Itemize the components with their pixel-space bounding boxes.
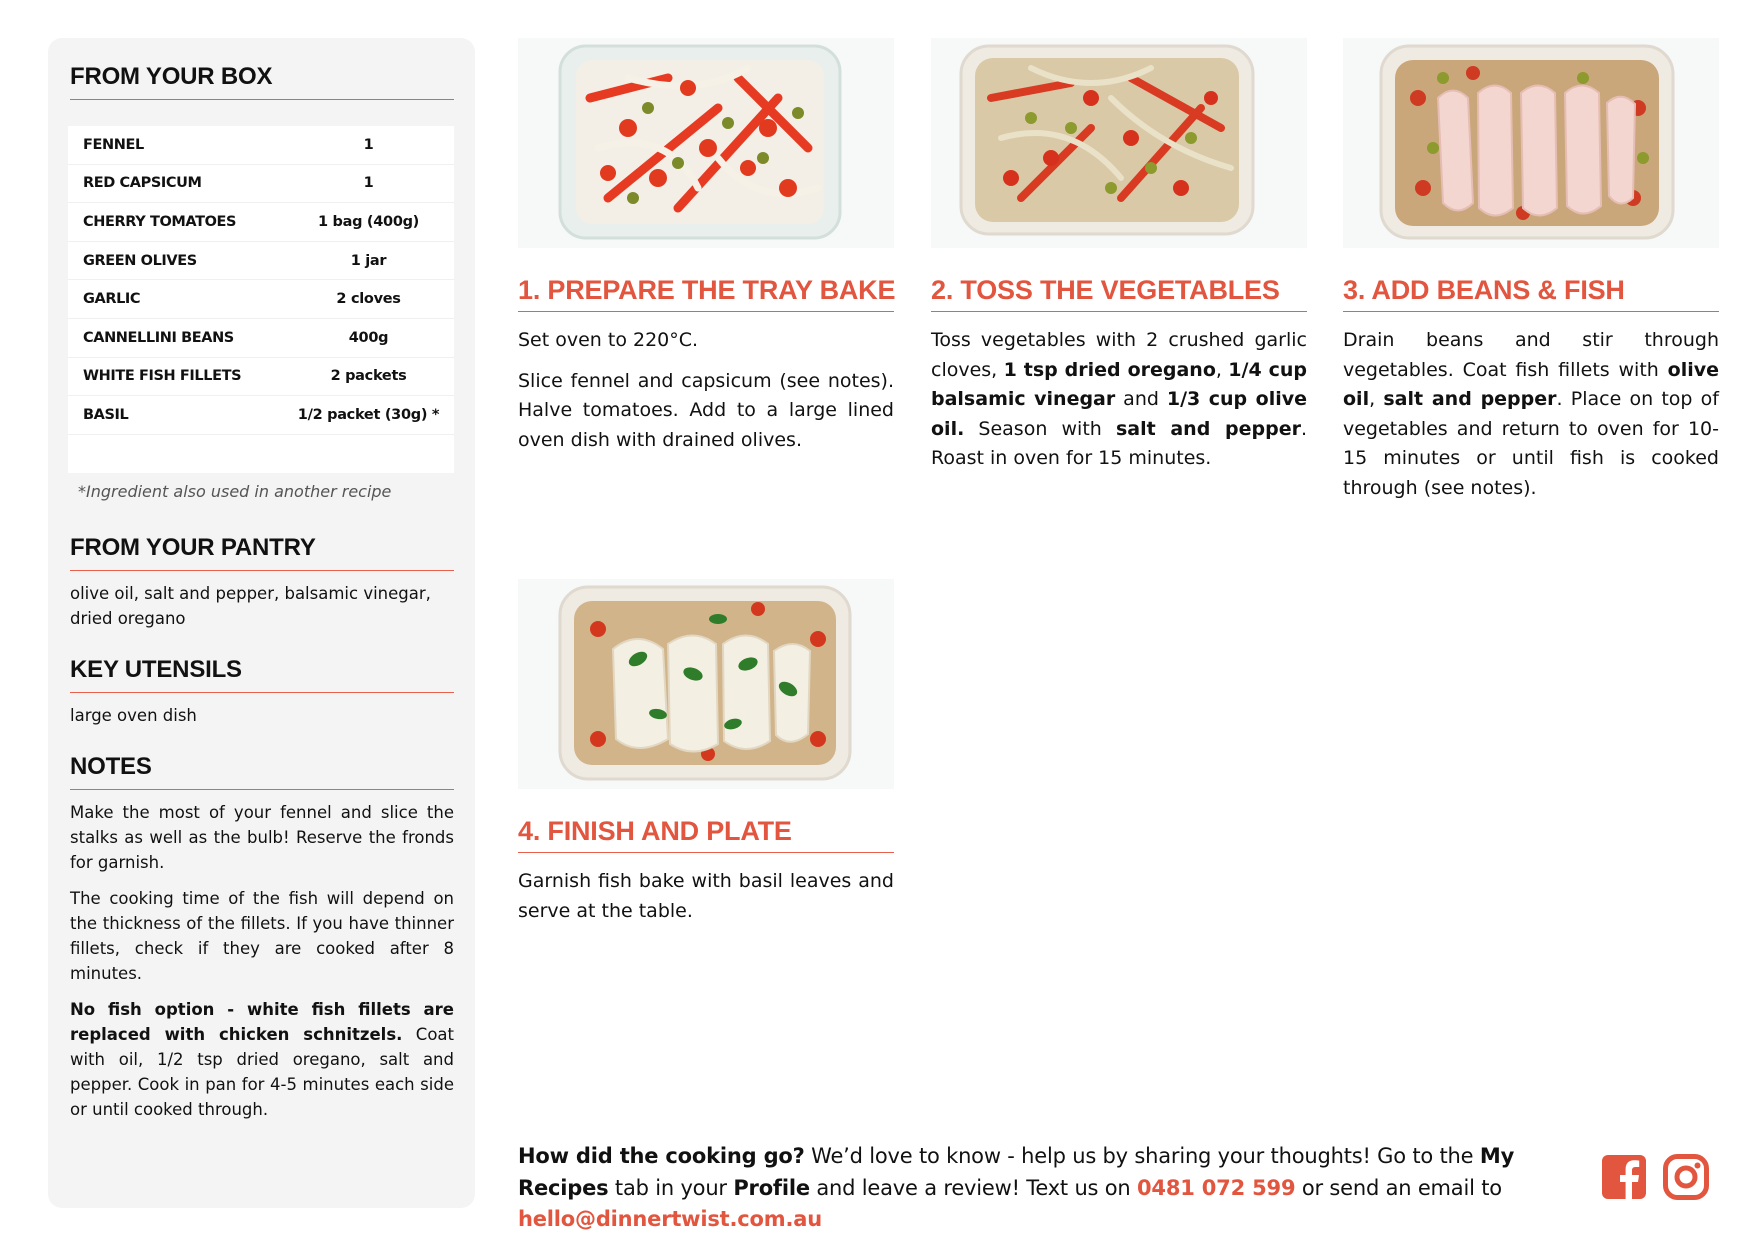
table-row [68,396,454,435]
from-your-pantry-heading: FROM YOUR PANTRY [70,534,454,571]
step-bold-text: olive oil [1343,358,1719,410]
ingredient-qty: 1 bag (400g) [317,213,420,230]
step-text: Season with [964,417,1116,440]
footer-text: We’d love to know - help us by sharing your thoughts! Go to the [804,1144,1480,1168]
phone-link[interactable]: 0481 072 599 [1137,1175,1296,1200]
step-paragraph: Garnish fish bake with basil leaves and serve at the table. [518,870,894,922]
table-row [68,319,454,358]
tray-vegetables-raw-photo [518,38,894,248]
ingredient-qty: 1 [363,136,374,153]
footer-text: and leave a review! Text us on [809,1175,1138,1200]
email-link[interactable]: hello@dinnertwist.com.au [518,1207,822,1231]
tray-vegetables-roasted-photo [931,38,1307,248]
step-bold-text: salt and pepper [1383,388,1557,410]
footer-text: or send an email to [1295,1175,1502,1200]
table-row [68,126,454,165]
step-text: . Place on top of vegetables and return to oven for 10-15 minutes or until fish is cooked through (see notes). [1343,388,1719,499]
step-2-title: 2. TOSS THE VEGETABLES [931,275,1307,312]
profile-label: Profile [733,1175,810,1200]
step-paragraph: Slice fennel and capsicum (see notes). Halve tomatoes. Add to a large lined oven dish with drained olives. [518,369,894,451]
notes-heading: NOTES [70,753,454,790]
step-1-title: 1. PREPARE THE TRAY BAKE [518,275,894,312]
step-text: Toss vegetables with 2 crushed garlic cloves, [931,329,1307,381]
step-text: , [1215,358,1229,381]
step-3-title: 3. ADD BEANS & FISH [1343,275,1719,312]
step-paragraph [931,326,1307,474]
ingredient-name: CANNELLINI BEANS [83,329,234,346]
sidebar-panel [48,38,475,1208]
step-bold-text: 1/4 cup balsamic vinegar [931,358,1307,410]
footer-text: tab in your [608,1175,734,1200]
ingredient-name: FENNEL [83,136,144,153]
step-4-text [518,867,894,926]
table-row [68,165,454,204]
ingredient-qty: 400g [348,329,389,346]
step-3-text [1343,326,1719,503]
ingredient-qty: 1 [363,175,374,192]
ingredient-qty: 1/2 packet (30g) * [297,406,440,423]
step-4 [518,579,894,937]
step-text: and [1115,388,1167,410]
ingredient-qty: 2 packets [330,368,407,385]
step-2 [931,38,1307,485]
table-row [68,358,454,397]
notes-paragraph: Make the most of your fennel and slice the stalks as well as the bulb! Reserve the fronds for garnish. [70,803,454,872]
step-bold-text: salt and pepper [1115,417,1301,440]
step-text: Drain beans and stir through vegetables. Coat fish fillets with [1343,329,1719,381]
utensils-text: large oven dish [70,706,197,725]
step-2-text [931,326,1307,474]
notes-body [70,800,454,1133]
step-1-text [518,326,894,455]
review-footer [518,1141,1578,1236]
my-recipes-label: My Recipes [518,1144,1515,1200]
ingredient-name: BASIL [83,406,129,423]
ingredient-name: GARLIC [83,291,141,308]
step-3 [1343,38,1719,514]
step-bold-text: 1/3 cup olive oil. [931,388,1307,440]
step-bold-text: 1 tsp dried oregano [1003,358,1216,381]
notes-text: Coat with oil, 1/2 tsp dried oregano, salt and pepper. Cook in pan for 4-5 minutes each side or until cooked through. [70,1025,454,1119]
step-text: . Roast in oven for 15 minutes. [931,417,1307,469]
notes-bold-text: No fish option - white fish fillets are replaced with chicken schnitzels. [70,1000,454,1044]
step-paragraph [1343,326,1719,503]
facebook-icon[interactable] [1600,1153,1648,1201]
footer-bold-text: How did the cooking go? [518,1144,805,1168]
step-text: , [1369,388,1384,410]
step-paragraph: Set oven to 220°C. [518,329,699,351]
table-row [68,242,454,281]
ingredient-name: RED CAPSICUM [83,175,202,192]
ingredient-name: GREEN OLIVES [83,252,197,269]
ingredient-name: WHITE FISH FILLETS [83,368,242,385]
from-your-box-heading: FROM YOUR BOX [70,63,454,100]
table-row [68,280,454,319]
table-row [68,203,454,242]
step-4-title: 4. FINISH AND PLATE [518,816,894,853]
notes-paragraph [70,997,454,1122]
pantry-text: olive oil, salt and pepper, balsamic vinegar, dried oregano [70,584,431,628]
step-1 [518,38,894,466]
ingredients-table [68,126,454,473]
tray-fish-raw-photo [1343,38,1719,248]
tray-fish-cooked-basil-photo [518,579,894,789]
instagram-icon[interactable] [1662,1153,1710,1201]
ingredient-qty: 2 cloves [336,291,401,308]
ingredient-qty: 1 jar [350,252,387,269]
ingredient-name: CHERRY TOMATOES [83,213,237,230]
key-utensils-heading: KEY UTENSILS [70,656,454,693]
notes-paragraph: The cooking time of the fish will depend on the thickness of the fillets. If you have thinner fillets, check if they are cooked after 8 minutes. [70,889,454,983]
ingredient-footnote: *Ingredient also used in another recipe [78,482,392,501]
